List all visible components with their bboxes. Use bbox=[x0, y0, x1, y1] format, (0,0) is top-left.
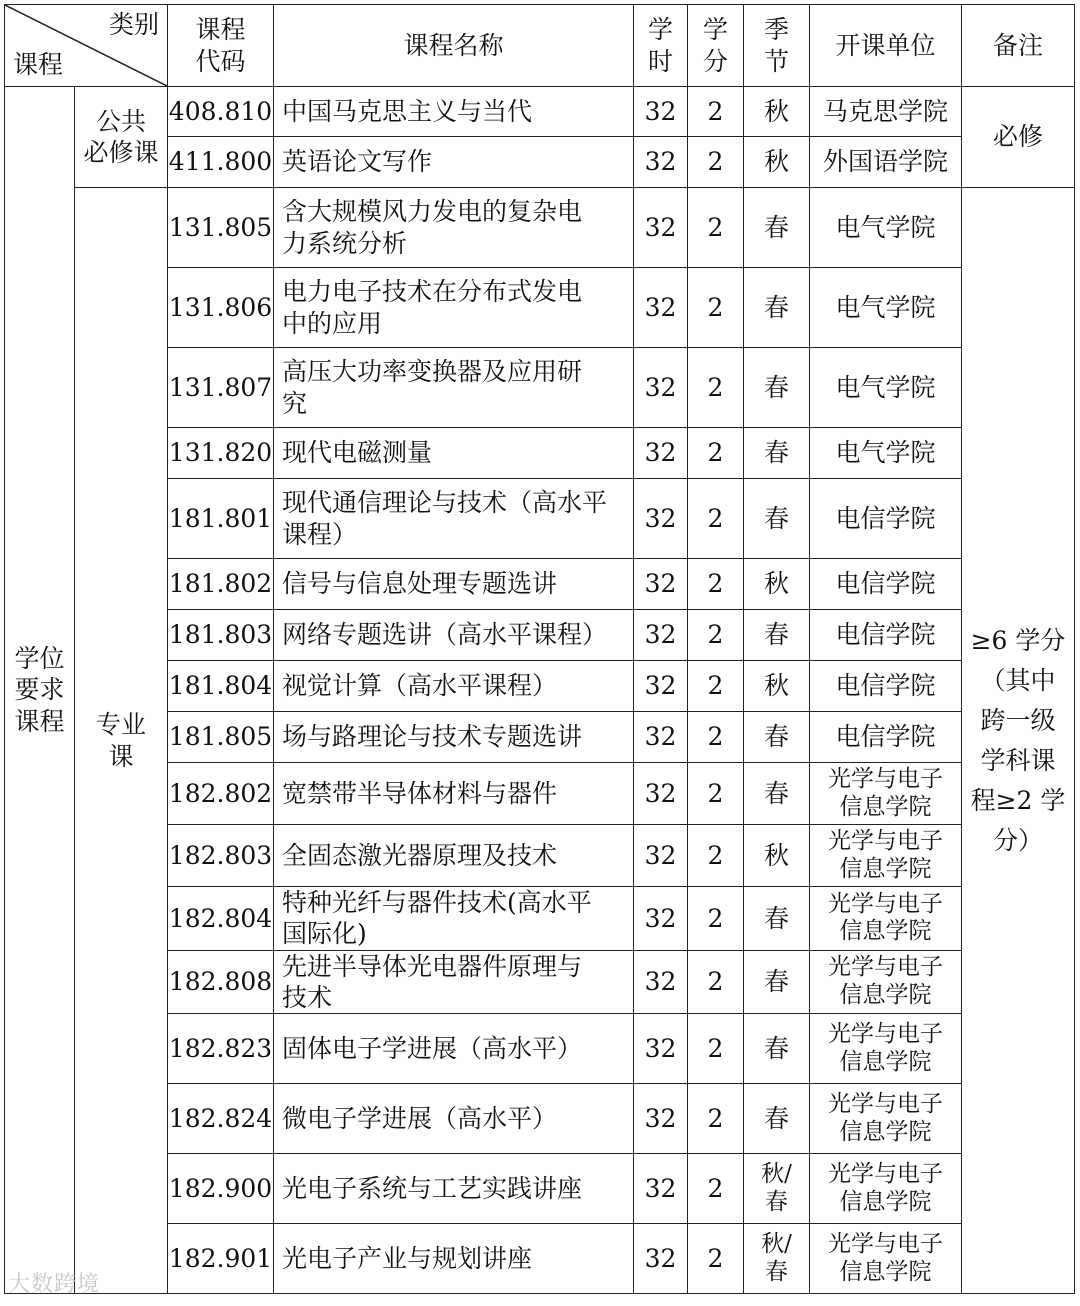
table-row bbox=[5, 188, 1075, 268]
course-code: 411.800 bbox=[168, 137, 274, 188]
watermark: 大数跨境 bbox=[8, 1272, 101, 1297]
course-credits: 2 bbox=[688, 1014, 744, 1084]
course-name: 光电子系统与工艺实践讲座 bbox=[274, 1154, 634, 1224]
category-diagonal-header bbox=[5, 5, 168, 87]
course-hours: 32 bbox=[634, 610, 688, 661]
course-season: 秋/ 春 bbox=[744, 1154, 810, 1224]
course-season: 春 bbox=[744, 610, 810, 661]
course-dept: 光学与电子 信息学院 bbox=[810, 1154, 962, 1224]
course-name: 全固态激光器原理及技术 bbox=[274, 825, 634, 887]
course-credits: 2 bbox=[688, 1084, 744, 1154]
course-hours: 32 bbox=[634, 1224, 688, 1294]
group-public-label: 公共 必修课 bbox=[75, 87, 168, 188]
course-credits: 2 bbox=[688, 1154, 744, 1224]
course-code: 182.900 bbox=[168, 1154, 274, 1224]
course-dept: 光学与电子 信息学院 bbox=[810, 1224, 962, 1294]
course-dept: 电信学院 bbox=[810, 479, 962, 559]
course-table bbox=[4, 4, 1075, 1294]
course-season: 春 bbox=[744, 188, 810, 268]
course-code: 182.804 bbox=[168, 887, 274, 951]
course-credits: 2 bbox=[688, 1224, 744, 1294]
course-dept: 电气学院 bbox=[810, 188, 962, 268]
course-credits: 2 bbox=[688, 87, 744, 137]
course-season: 春 bbox=[744, 1084, 810, 1154]
course-credits: 2 bbox=[688, 188, 744, 268]
course-credits: 2 bbox=[688, 479, 744, 559]
course-hours: 32 bbox=[634, 428, 688, 479]
course-season: 春 bbox=[744, 1014, 810, 1084]
group-major-label: 专业 课 bbox=[75, 188, 168, 1294]
course-dept: 光学与电子 信息学院 bbox=[810, 887, 962, 951]
diag-top-label: 类别 bbox=[108, 10, 159, 39]
course-hours: 32 bbox=[634, 825, 688, 887]
course-hours: 32 bbox=[634, 712, 688, 763]
course-code: 182.824 bbox=[168, 1084, 274, 1154]
course-name: 英语论文写作 bbox=[274, 137, 634, 188]
course-credits: 2 bbox=[688, 661, 744, 712]
header-credits: 学 分 bbox=[688, 5, 744, 87]
note-major: ≥6 学分 （其中 跨一级 学科课 程≥2 学 分） bbox=[962, 188, 1075, 1294]
course-season: 春 bbox=[744, 950, 810, 1014]
course-code: 182.823 bbox=[168, 1014, 274, 1084]
course-hours: 32 bbox=[634, 661, 688, 712]
course-name: 特种光纤与器件技术(高水平 国际化) bbox=[274, 887, 634, 951]
course-hours: 32 bbox=[634, 950, 688, 1014]
course-season: 秋/ 春 bbox=[744, 1224, 810, 1294]
course-name: 现代电磁测量 bbox=[274, 428, 634, 479]
course-code: 131.805 bbox=[168, 188, 274, 268]
course-code: 182.808 bbox=[168, 950, 274, 1014]
course-credits: 2 bbox=[688, 137, 744, 188]
course-dept: 电信学院 bbox=[810, 712, 962, 763]
diag-bottom-label: 课程 bbox=[13, 49, 64, 79]
course-hours: 32 bbox=[634, 188, 688, 268]
course-dept: 电气学院 bbox=[810, 268, 962, 348]
course-season: 春 bbox=[744, 479, 810, 559]
course-credits: 2 bbox=[688, 887, 744, 951]
course-hours: 32 bbox=[634, 479, 688, 559]
course-season: 春 bbox=[744, 268, 810, 348]
course-dept: 电气学院 bbox=[810, 428, 962, 479]
course-hours: 32 bbox=[634, 559, 688, 610]
course-dept: 电信学院 bbox=[810, 559, 962, 610]
course-name: 高压大功率变换器及应用研 究 bbox=[274, 348, 634, 428]
course-code: 181.805 bbox=[168, 712, 274, 763]
course-dept: 电信学院 bbox=[810, 610, 962, 661]
course-name: 场与路理论与技术专题选讲 bbox=[274, 712, 634, 763]
course-name: 现代通信理论与技术（高水平 课程） bbox=[274, 479, 634, 559]
header-season: 季 节 bbox=[744, 5, 810, 87]
course-code: 181.802 bbox=[168, 559, 274, 610]
course-dept: 光学与电子 信息学院 bbox=[810, 825, 962, 887]
course-name: 宽禁带半导体材料与器件 bbox=[274, 763, 634, 825]
course-dept: 马克思学院 bbox=[810, 87, 962, 137]
course-name: 固体电子学进展（高水平） bbox=[274, 1014, 634, 1084]
course-season: 秋 bbox=[744, 559, 810, 610]
course-code: 131.806 bbox=[168, 268, 274, 348]
course-hours: 32 bbox=[634, 1154, 688, 1224]
course-hours: 32 bbox=[634, 268, 688, 348]
header-dept: 开课单位 bbox=[810, 5, 962, 87]
group-main-label: 学位 要求 课程 bbox=[5, 87, 75, 1294]
course-credits: 2 bbox=[688, 428, 744, 479]
course-credits: 2 bbox=[688, 610, 744, 661]
course-season: 秋 bbox=[744, 825, 810, 887]
course-code: 181.801 bbox=[168, 479, 274, 559]
header-code: 课程 代码 bbox=[168, 5, 274, 87]
course-code: 182.901 bbox=[168, 1224, 274, 1294]
course-name: 信号与信息处理专题选讲 bbox=[274, 559, 634, 610]
course-code: 182.803 bbox=[168, 825, 274, 887]
course-credits: 2 bbox=[688, 268, 744, 348]
course-season: 秋 bbox=[744, 137, 810, 188]
course-hours: 32 bbox=[634, 348, 688, 428]
course-hours: 32 bbox=[634, 87, 688, 137]
course-dept: 光学与电子 信息学院 bbox=[810, 950, 962, 1014]
course-code: 408.810 bbox=[168, 87, 274, 137]
course-name: 电力电子技术在分布式发电 中的应用 bbox=[274, 268, 634, 348]
course-dept: 光学与电子 信息学院 bbox=[810, 1084, 962, 1154]
course-credits: 2 bbox=[688, 950, 744, 1014]
course-dept: 外国语学院 bbox=[810, 137, 962, 188]
course-code: 131.820 bbox=[168, 428, 274, 479]
course-credits: 2 bbox=[688, 712, 744, 763]
header-hours: 学 时 bbox=[634, 5, 688, 87]
course-credits: 2 bbox=[688, 348, 744, 428]
course-dept: 光学与电子 信息学院 bbox=[810, 1014, 962, 1084]
course-season: 春 bbox=[744, 428, 810, 479]
course-hours: 32 bbox=[634, 1084, 688, 1154]
course-hours: 32 bbox=[634, 1014, 688, 1084]
course-credits: 2 bbox=[688, 559, 744, 610]
course-dept: 光学与电子 信息学院 bbox=[810, 763, 962, 825]
course-season: 春 bbox=[744, 887, 810, 951]
course-season: 秋 bbox=[744, 87, 810, 137]
course-code: 181.804 bbox=[168, 661, 274, 712]
course-dept: 电信学院 bbox=[810, 661, 962, 712]
header-name: 课程名称 bbox=[274, 5, 634, 87]
course-code: 181.803 bbox=[168, 610, 274, 661]
course-season: 秋 bbox=[744, 661, 810, 712]
course-hours: 32 bbox=[634, 763, 688, 825]
course-credits: 2 bbox=[688, 763, 744, 825]
course-code: 131.807 bbox=[168, 348, 274, 428]
note-public: 必修 bbox=[962, 87, 1075, 188]
course-hours: 32 bbox=[634, 887, 688, 951]
course-name: 先进半导体光电器件原理与 技术 bbox=[274, 950, 634, 1014]
course-name: 网络专题选讲（高水平课程） bbox=[274, 610, 634, 661]
course-credits: 2 bbox=[688, 825, 744, 887]
header-note: 备注 bbox=[962, 5, 1075, 87]
course-dept: 电气学院 bbox=[810, 348, 962, 428]
course-season: 春 bbox=[744, 763, 810, 825]
course-name: 视觉计算（高水平课程） bbox=[274, 661, 634, 712]
course-code: 182.802 bbox=[168, 763, 274, 825]
table-row bbox=[5, 87, 1075, 137]
course-name: 光电子产业与规划讲座 bbox=[274, 1224, 634, 1294]
course-season: 春 bbox=[744, 348, 810, 428]
course-name: 中国马克思主义与当代 bbox=[274, 87, 634, 137]
course-hours: 32 bbox=[634, 137, 688, 188]
course-name: 微电子学进展（高水平） bbox=[274, 1084, 634, 1154]
course-name: 含大规模风力发电的复杂电 力系统分析 bbox=[274, 188, 634, 268]
course-season: 春 bbox=[744, 712, 810, 763]
header-row bbox=[5, 5, 1075, 87]
